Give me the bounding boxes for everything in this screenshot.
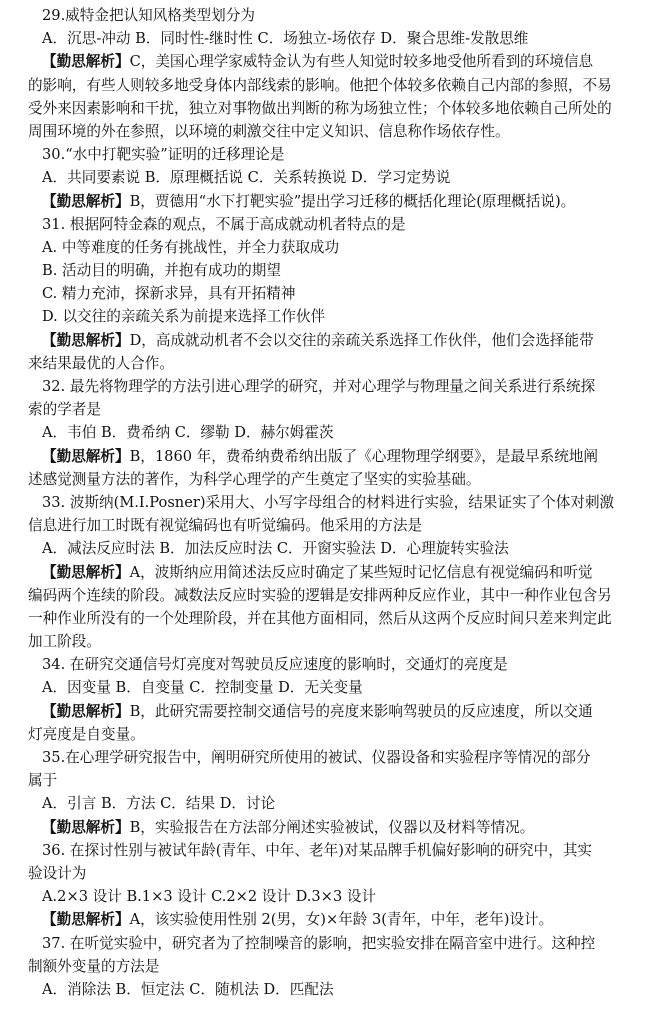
line-text: 来结果最优的人合作。 [28, 354, 174, 372]
text-line [28, 537, 628, 560]
line-text: 受外来因素影响和干扰，独立对事物做出判断的称为场独立性；个体较多地依赖自己所处的 [28, 99, 612, 117]
line-text: 31. 根据阿特金森的观点，不属于高成就动机者特点的是 [42, 215, 406, 233]
text-line [28, 584, 628, 607]
text-line [28, 305, 628, 328]
line-text: A．韦伯 B．费希纳 C．缪勒 D．赫尔姆霍茨 [42, 424, 334, 442]
text-line [28, 514, 628, 537]
line-text: 29.威特金把认知风格类型划分为 [42, 7, 255, 24]
line-text: 加工阶段。 [28, 633, 101, 651]
text-line [28, 213, 628, 236]
line-text: D，高成就动机者不会以交往的亲疏关系选择工作伙伴，他们会选择能带 [129, 331, 594, 349]
text-line [28, 120, 628, 143]
line-text: A. 中等难度的任务有挑战性，并全力获取成功 [42, 238, 340, 256]
line-text: B. 活动目的明确，并抱有成功的期望 [42, 262, 281, 280]
analysis-tag: 【勤思解析】 [42, 331, 130, 349]
text-line [28, 468, 628, 491]
line-text: B，此研究需要控制交通信号的亮度来影响驾驶员的反应速度，所以交通 [129, 702, 593, 720]
text-line [28, 630, 628, 653]
text-line [28, 236, 628, 259]
analysis-tag: 【勤思解析】 [42, 818, 130, 836]
line-text: 一种作业所没有的一个处理阶段，并在其他方面相同，然后从这两个反应时间只差来判定此 [28, 609, 612, 627]
line-text: 验设计为 [28, 864, 87, 882]
line-text: 属于 [28, 772, 58, 790]
text-line [28, 143, 628, 166]
line-text: A.2×3 设计 B.1×3 设计 C.2×2 设计 D.3×3 设计 [42, 888, 377, 906]
line-text: A．因变量 B．自变量 C．控制变量 D．无关变量 [42, 679, 363, 697]
document-body [28, 4, 628, 1001]
text-line [28, 398, 628, 421]
line-text: B，1860 年，费希纳费希纳出版了《心理物理学纲要》，是最早系统地阐 [129, 447, 599, 465]
text-line [28, 746, 628, 769]
text-line [28, 50, 628, 73]
analysis-tag: 【勤思解析】 [42, 192, 130, 210]
text-line [28, 561, 628, 584]
line-text: 周围环境的外在参照，以环境的刺激交往中定义知识、信息称作场依存性。 [28, 122, 510, 140]
line-text: A，该实验使用性别 2(男，女)×年龄 3(青年，中年，老年)设计。 [129, 911, 554, 929]
line-text: A．消除法 B．恒定法 C．随机法 D．匹配法 [42, 980, 334, 998]
text-line [28, 375, 628, 398]
text-line [28, 839, 628, 862]
line-text: 37. 在听觉实验中，研究者为了控制噪音的影响，把实验安排在隔音室中进行。这种控 [42, 934, 596, 952]
text-line [28, 653, 628, 676]
text-line [28, 4, 628, 27]
text-line [28, 700, 628, 723]
text-line [28, 421, 628, 444]
text-line [28, 676, 628, 699]
text-line [28, 74, 628, 97]
text-line [28, 723, 628, 746]
text-line [28, 259, 628, 282]
line-text: B，实验报告在方法部分阐述实验被试，仪器以及材料等情况。 [129, 818, 535, 836]
text-line [28, 955, 628, 978]
analysis-tag: 【勤思解析】 [42, 563, 130, 581]
line-text: 制额外变量的方法是 [28, 957, 160, 975]
text-line [28, 769, 628, 792]
line-text: 信息进行加工时既有视觉编码也有听觉编码。他采用的方法是 [28, 517, 423, 535]
text-line [28, 792, 628, 815]
line-text: 30.“水中打靶实验”证明的迁移理论是 [42, 146, 285, 164]
text-line [28, 862, 628, 885]
text-line [28, 329, 628, 352]
text-line [28, 932, 628, 955]
text-line [28, 282, 628, 305]
line-text: A，波斯纳应用简述法反应时确定了某些短时记忆信息有视觉编码和听觉 [129, 563, 593, 581]
line-text: 的影响，有些人则较多地受身体内部线索的影响。他把个体较多依赖自己内部的参照，不易 [28, 76, 612, 94]
line-text: 灯亮度是自变量。 [28, 725, 145, 743]
line-text: B，贾德用“水下打靶实验”提出学习迁移的概括化理论(原理概括说)。 [129, 192, 576, 210]
line-text: D. 以交往的亲疏关系为前提来选择工作伙伴 [42, 308, 326, 326]
line-text: A．沉思-冲动 B．同时性-继时性 C．场独立-场依存 D．聚合思维-发散思维 [42, 30, 529, 48]
line-text: 索的学者是 [28, 401, 101, 419]
text-line [28, 908, 628, 931]
text-line [28, 816, 628, 839]
text-line [28, 607, 628, 630]
line-text: C，美国心理学家威特金认为有些人知觉时较多地受他所看到的环境信息 [129, 53, 594, 71]
text-line [28, 445, 628, 468]
line-text: 32. 最先将物理学的方法引进心理学的研究，并对心理学与物理量之间关系进行系统探 [42, 378, 596, 395]
text-line [28, 352, 628, 375]
line-text: A．共同要素说 B．原理概括说 C．关系转换说 D．学习定势说 [42, 169, 451, 187]
text-line [28, 885, 628, 908]
line-text: 述感觉测量方法的著作，为科学心理学的产生奠定了坚实的实验基础。 [28, 470, 481, 488]
analysis-tag: 【勤思解析】 [42, 911, 130, 929]
line-text: 35.在心理学研究报告中，阐明研究所使用的被试、仪器设备和实验程序等情况的部分 [42, 749, 591, 766]
text-line [28, 97, 628, 120]
line-text: A．减法反应时法 B．加法反应时法 C．开窗实验法 D．心理旋转实验法 [42, 540, 509, 558]
line-text: 36. 在探讨性别与被试年龄(青年、中年、老年)对某品牌手机偏好影响的研究中，其实 [42, 841, 593, 859]
text-line [28, 166, 628, 189]
text-line [28, 190, 628, 213]
analysis-tag: 【勤思解析】 [42, 53, 130, 71]
analysis-tag: 【勤思解析】 [42, 447, 130, 465]
line-text: 编码两个连续的阶段。减数法反应时实验的逻辑是安排两种反应作业，其中一种作业包含另 [28, 586, 612, 604]
analysis-tag: 【勤思解析】 [42, 702, 130, 720]
line-text: 33. 波斯纳(M.I.Posner)采用大、小写字母组合的材料进行实验，结果证实了个体对刺激 [42, 493, 615, 511]
text-line [28, 978, 628, 1001]
line-text: C. 精力充沛，探新求异，具有开拓精神 [42, 285, 296, 303]
text-line [28, 491, 628, 514]
text-line [28, 27, 628, 50]
line-text: A．引言 B．方法 C．结果 D．讨论 [42, 795, 276, 813]
line-text: 34. 在研究交通信号灯亮度对驾驶员反应速度的影响时，交通灯的亮度是 [42, 656, 508, 674]
